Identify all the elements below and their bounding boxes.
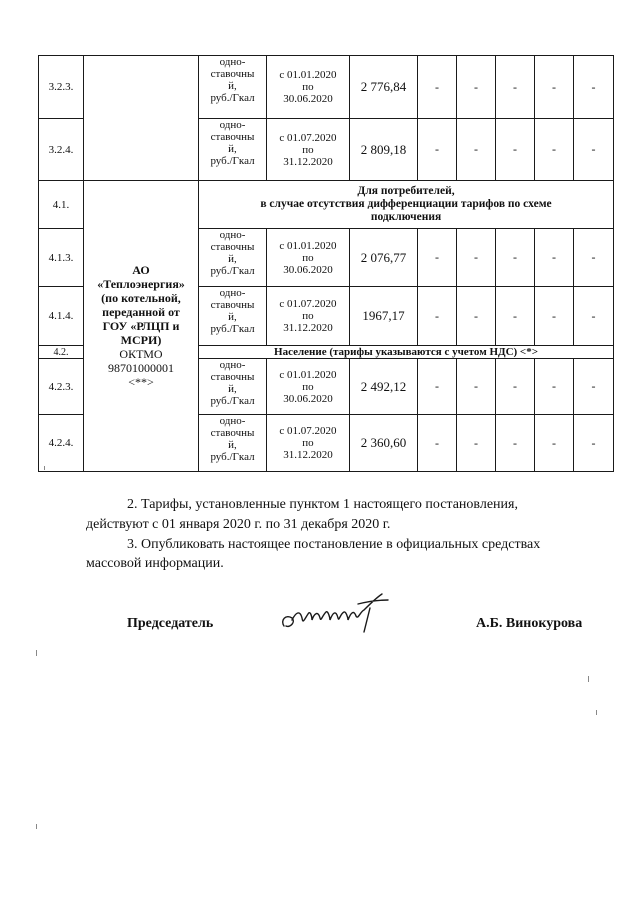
unit-cell: одно- ставочны й, руб./Гкал [199,229,267,287]
dash-cell: - [457,229,496,287]
row-number: 4.1.3. [39,229,84,287]
dash-cell: - [457,415,496,472]
dash-cell: - [535,287,574,346]
dash-cell: - [496,119,535,181]
dash-cell: - [418,229,457,287]
tariff-value: 2 809,18 [350,119,418,181]
section-header-row [39,181,614,229]
dash-cell: - [496,415,535,472]
row-number: 4.2.4. [39,415,84,472]
scan-speck [44,466,45,470]
period-cell: с 01.07.2020 по 31.12.2020 [267,287,350,346]
row-number: 4.1.4. [39,287,84,346]
dash-cell: - [457,56,496,119]
period-cell: с 01.01.2020 по 30.06.2020 [267,229,350,287]
row-number: 4.1. [39,181,84,229]
dash-cell: - [496,287,535,346]
unit-cell: одно- ставочны й, руб./Гкал [199,287,267,346]
dash-cell: - [535,56,574,119]
unit-cell: одно- ставочны й, руб./Гкал [199,359,267,415]
unit-cell: одно- ставочны й, руб./Гкал [199,415,267,472]
dash-cell: - [418,287,457,346]
dash-cell: - [574,415,614,472]
signatory-name: А.Б. Винокурова [476,616,583,631]
period-cell: с 01.07.2020 по 31.12.2020 [267,119,350,181]
section-header: Для потребителей, в случае отсутствия дифференциации тарифов по схеме подключения [199,181,614,229]
dash-cell: - [574,119,614,181]
dash-cell: - [418,415,457,472]
period-cell: с 01.01.2020 по 30.06.2020 [267,359,350,415]
period-cell: с 01.01.2020 по 30.06.2020 [267,56,350,119]
dash-cell: - [535,119,574,181]
unit-cell: одно- ставочны й, руб./Гкал [199,56,267,119]
signatory-title: Председатель [127,616,214,631]
scan-speck [596,710,597,715]
row-number: 3.2.3. [39,56,84,119]
dash-cell: - [418,359,457,415]
tariff-value: 2 360,60 [350,415,418,472]
paragraph-2-line-2: действуют с 01 января 2020 г. по 31 декабря 2020 г. [86,517,391,532]
section-header: Население (тарифы указываются с учетом НДС) <*> [199,346,614,359]
dash-cell: - [535,415,574,472]
tariff-value: 2 776,84 [350,56,418,119]
tariff-value: 2 076,77 [350,229,418,287]
dash-cell: - [574,56,614,119]
dash-cell: - [457,119,496,181]
dash-cell: - [574,229,614,287]
row-number: 3.2.4. [39,119,84,181]
paragraph-2-line-1: 2. Тарифы, установленные пунктом 1 настоящего постановления, [127,497,518,512]
scan-speck [36,824,37,829]
organization-cell: АО «Теплоэнергия» (по котельной, переданной от ГОУ «РЛЦП и МСРИ) ОКТМО 98701000001 <**> [84,181,199,472]
row-number: 4.2. [39,346,84,359]
dash-cell: - [496,56,535,119]
dash-cell: - [574,359,614,415]
handwritten-signature [278,590,398,640]
dash-cell: - [496,229,535,287]
period-cell: с 01.07.2020 по 31.12.2020 [267,415,350,472]
org-cell-previous [84,56,199,181]
scan-speck [588,676,589,682]
dash-cell: - [535,229,574,287]
paragraph-3-line-1: 3. Опубликовать настоящее постановление в официальных средствах [127,537,541,552]
scan-speck [36,650,37,656]
unit-cell: одно- ставочны й, руб./Гкал [199,119,267,181]
dash-cell: - [457,359,496,415]
tariff-value: 2 492,12 [350,359,418,415]
dash-cell: - [457,287,496,346]
dash-cell: - [418,56,457,119]
tariff-value: 1967,17 [350,287,418,346]
dash-cell: - [496,359,535,415]
dash-cell: - [535,359,574,415]
row-number: 4.2.3. [39,359,84,415]
tariff-table [38,55,614,472]
dash-cell: - [418,119,457,181]
dash-cell: - [574,287,614,346]
table-row [39,56,614,119]
paragraph-3-line-2: массовой информации. [86,556,224,571]
